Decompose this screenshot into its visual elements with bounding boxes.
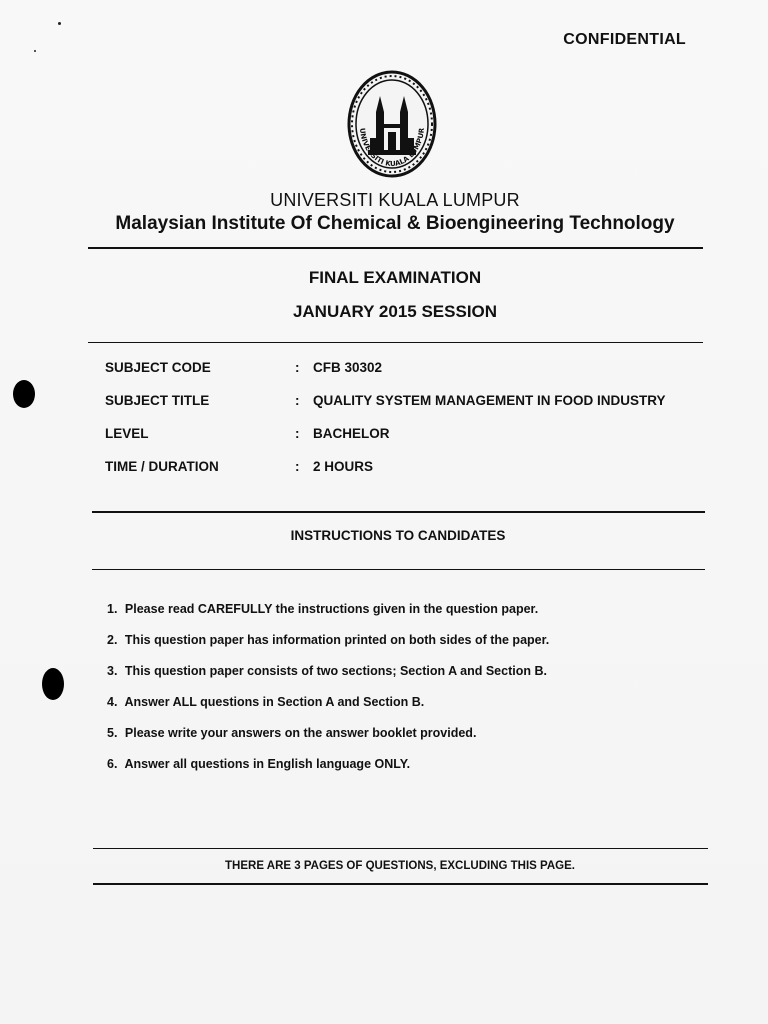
divider-instructions (92, 569, 705, 570)
detail-label: SUBJECT TITLE (105, 393, 210, 408)
divider-session (88, 342, 703, 343)
university-name: UNIVERSITI KUALA LUMPUR (270, 190, 520, 210)
instruction-text: This question paper has information printed on both sides of the paper. (124, 633, 550, 647)
detail-label: TIME / DURATION (105, 459, 219, 474)
divider-header (88, 247, 703, 249)
instruction-item (107, 602, 707, 633)
divider-details (92, 511, 705, 513)
instruction-number: 1. (107, 602, 118, 616)
detail-separator: : (295, 360, 300, 375)
detail-row-duration (105, 459, 705, 492)
exam-session: JANUARY 2015 SESSION (292, 302, 498, 321)
detail-separator: : (295, 426, 300, 441)
instruction-number: 4. (107, 695, 118, 709)
instructions-list (107, 602, 707, 788)
instruction-item (107, 726, 707, 757)
instruction-text: Answer ALL questions in Section A and Section B. (124, 695, 425, 709)
instructions-heading: INSTRUCTIONS TO CANDIDATES (290, 528, 506, 543)
detail-label: LEVEL (105, 426, 149, 441)
detail-row-level (105, 426, 705, 459)
instruction-number: 5. (107, 726, 118, 740)
detail-value: BACHELOR (313, 426, 390, 441)
university-logo (346, 68, 438, 180)
instruction-item (107, 757, 707, 788)
confidential-label: CONFIDENTIAL (563, 31, 686, 48)
detail-value: CFB 30302 (313, 360, 383, 375)
scan-speck (58, 22, 61, 25)
instruction-item (107, 633, 707, 664)
punch-hole-top (13, 380, 35, 408)
instruction-text: Please write your answers on the answer booklet provided. (124, 726, 477, 740)
instruction-number: 3. (107, 664, 118, 678)
page-count-note: THERE ARE 3 PAGES OF QUESTIONS, EXCLUDING THIS PAGE. (225, 860, 575, 872)
instruction-number: 6. (107, 757, 118, 771)
detail-row-subject-code (105, 360, 705, 393)
instruction-item (107, 695, 707, 726)
divider-footer-bottom (93, 883, 708, 885)
detail-label: SUBJECT CODE (105, 360, 211, 375)
subject-details (105, 360, 705, 492)
scan-speck (34, 50, 36, 52)
logo-seal-text: UNIVERSITI KUALA LUMPUR (357, 127, 427, 169)
punch-hole-bottom (42, 668, 64, 700)
instruction-item (107, 664, 707, 695)
detail-separator: : (295, 393, 300, 408)
detail-row-subject-title (105, 393, 705, 426)
instruction-number: 2. (107, 633, 118, 647)
detail-value: 2 HOURS (313, 459, 374, 474)
divider-footer-top (93, 848, 708, 849)
instruction-text: Please read CAREFULLY the instructions given in the question paper. (124, 602, 539, 616)
instruction-text: This question paper consists of two sections; Section A and Section B. (124, 664, 547, 678)
instruction-text: Answer all questions in English language ONLY. (124, 757, 411, 771)
detail-value: QUALITY SYSTEM MANAGEMENT IN FOOD INDUSTRY (313, 393, 666, 408)
detail-separator: : (295, 459, 300, 474)
exam-title: FINAL EXAMINATION (308, 268, 482, 287)
institute-name: Malaysian Institute Of Chemical & Bioengineering Technology (115, 213, 675, 234)
